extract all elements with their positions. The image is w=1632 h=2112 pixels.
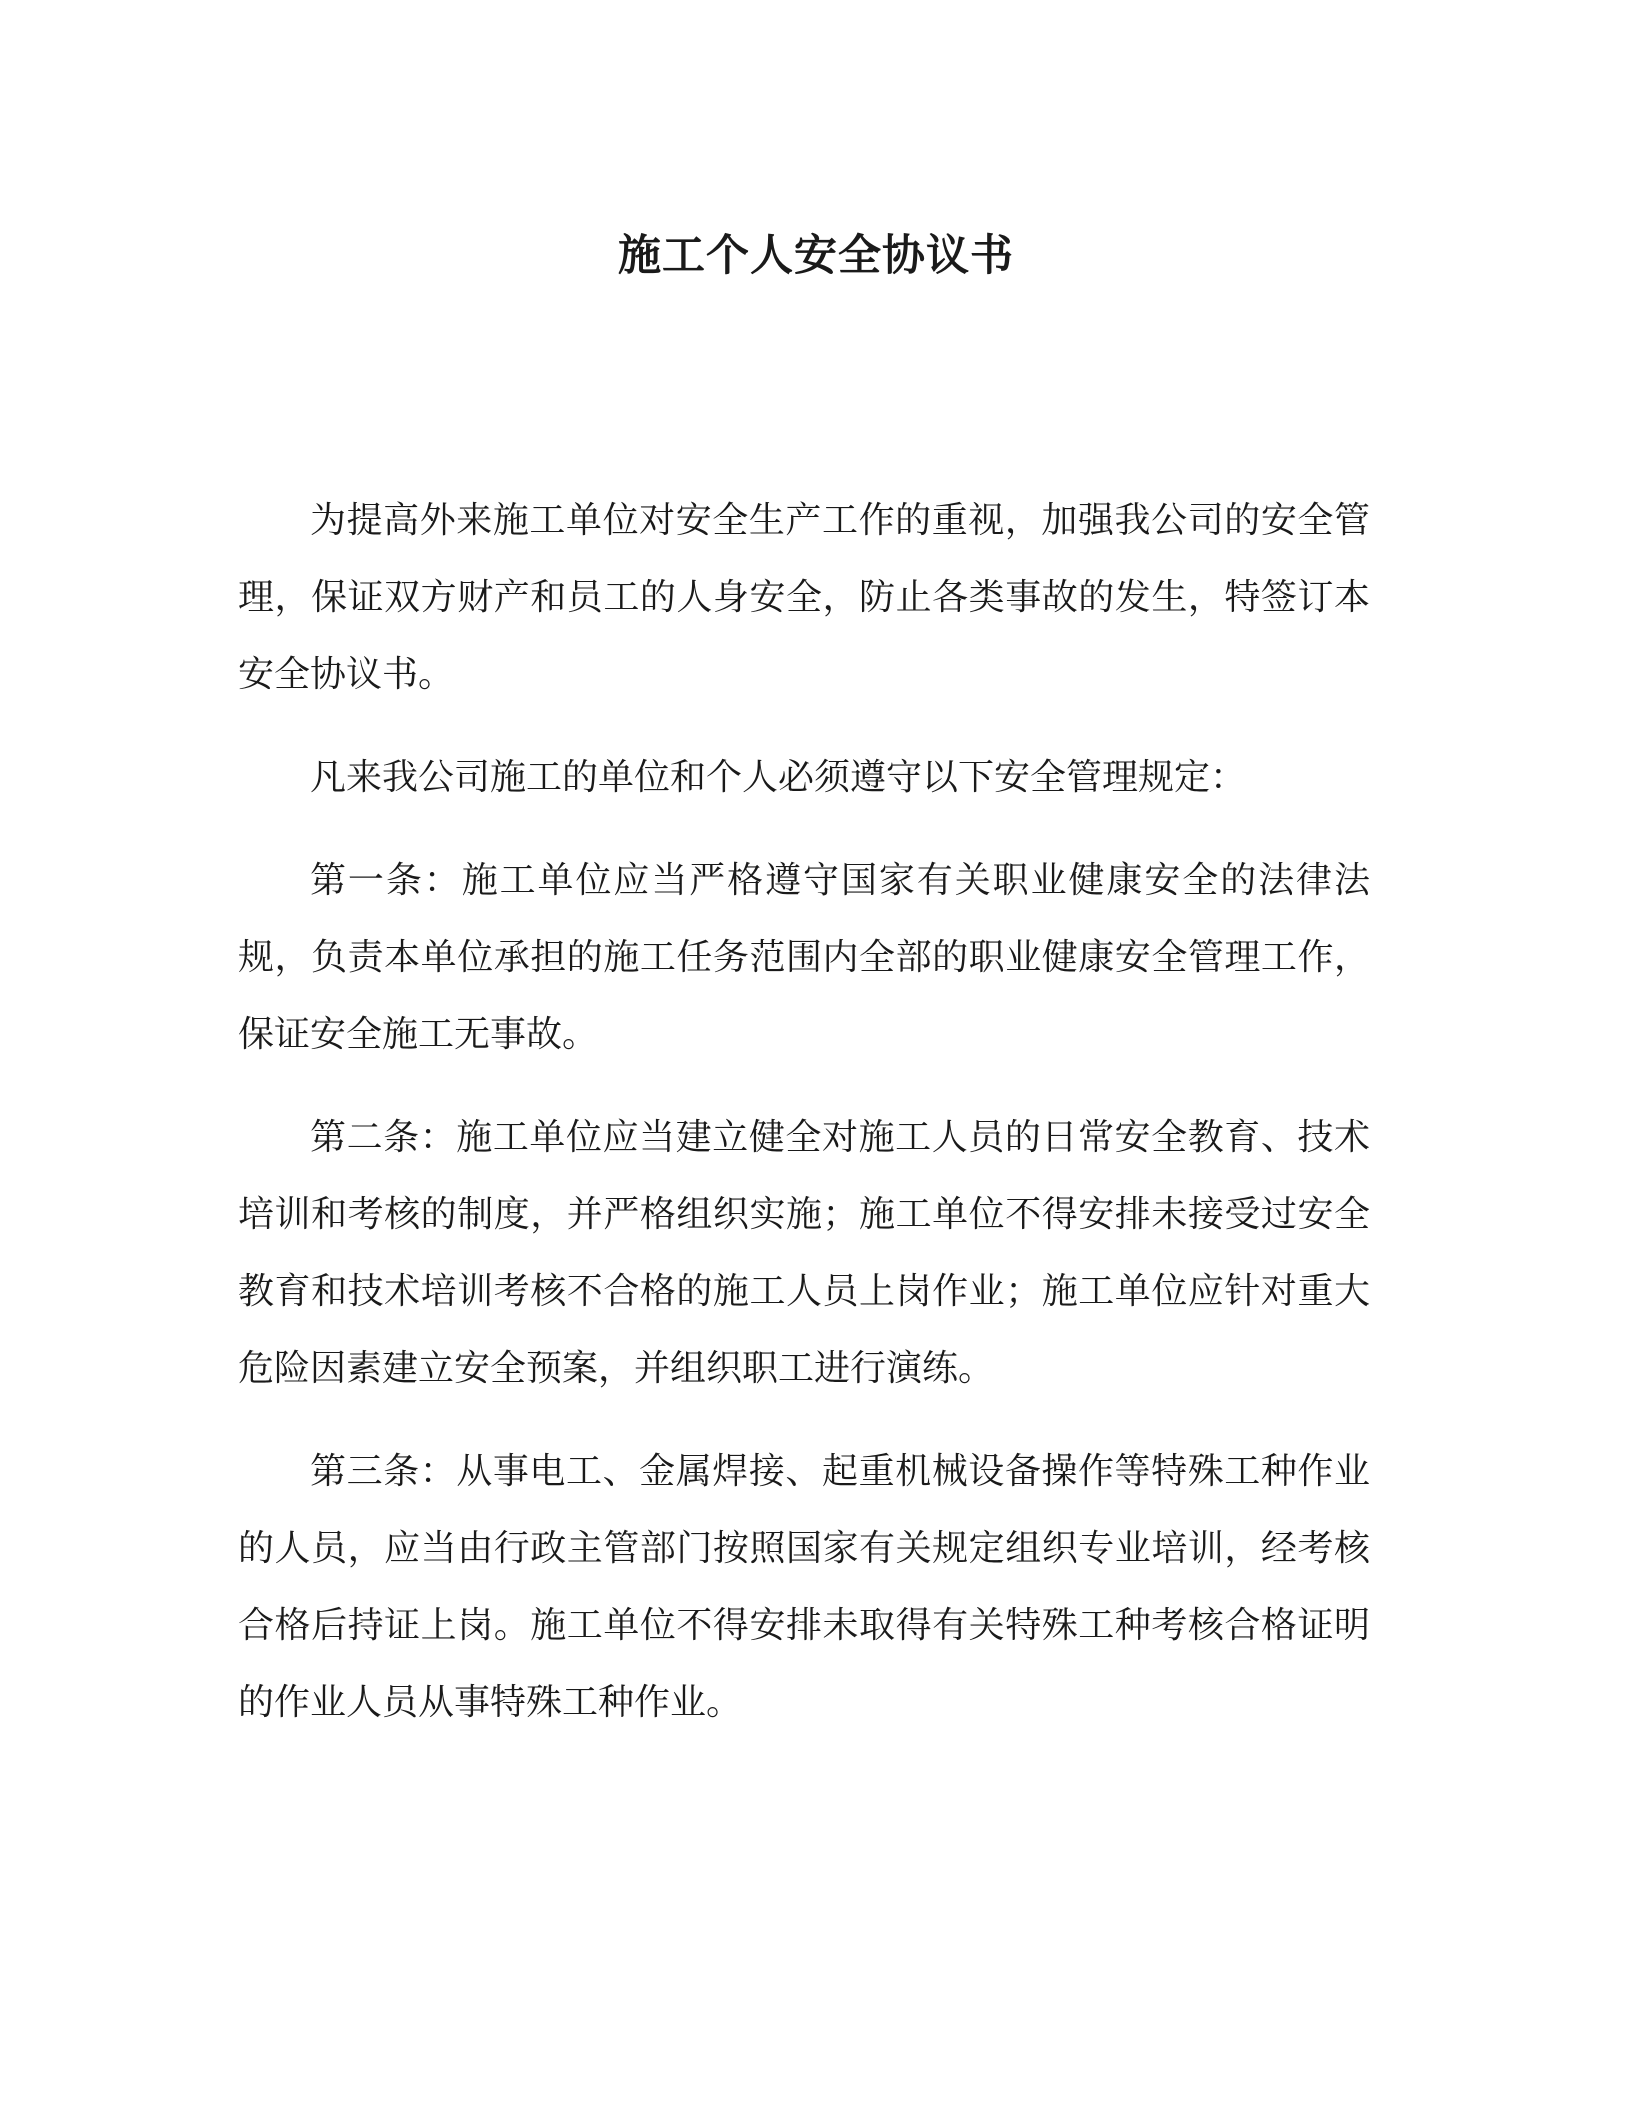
paragraph-rules-heading: 凡来我公司施工的单位和个人必须遵守以下安全管理规定： <box>310 757 1247 798</box>
paragraph-article-1: 第一条：施工单位应当严格遵守国家有关职业健康安全的法律法规，负责本单位承担的施工任务范围内全部的职业健康安全管理工作，保证安全施工无事故。 <box>238 860 1370 1055</box>
document-title: 施工个人安全协议书 <box>618 231 1014 281</box>
document-body <box>238 482 1370 1741</box>
paragraph-article-2: 第二条：施工单位应当建立健全对施工人员的日常安全教育、技术培训和考核的制度，并严格组织实施；施工单位不得安排未接受过安全教育和技术培训考核不合格的施工人员上岗作业；施工单位应针对重大危险因素建立安全预案，并组织职工进行演练。 <box>238 1117 1370 1389</box>
paragraph-article-3: 第三条：从事电工、金属焊接、起重机械设备操作等特殊工种作业的人员，应当由行政主管部门按照国家有关规定组织专业培训，经考核合格后持证上岗。施工单位不得安排未取得有关特殊工种考核合格证明的作业人员从事特殊工种作业。 <box>238 1451 1370 1723</box>
paragraph-intro: 为提高外来施工单位对安全生产工作的重视，加强我公司的安全管理，保证双方财产和员工的人身安全，防止各类事故的发生，特签订本安全协议书。 <box>238 500 1370 695</box>
